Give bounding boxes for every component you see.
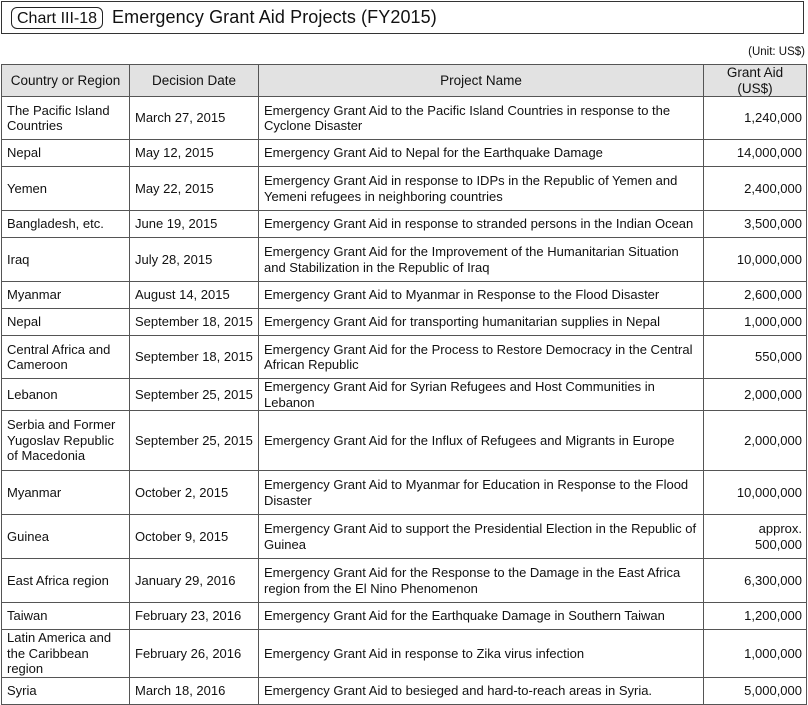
- table-row: [2, 630, 807, 678]
- table-row: [2, 471, 807, 515]
- cell-date: September 18, 2015: [130, 309, 259, 336]
- unit-label: (Unit: US$): [748, 46, 805, 58]
- cell-amount: 2,000,000: [704, 379, 807, 411]
- column-header-date: Decision Date: [130, 65, 259, 97]
- page-title: Emergency Grant Aid Projects (FY2015): [112, 7, 437, 27]
- cell-country: Latin America and the Caribbean region: [2, 630, 130, 678]
- cell-country: Syria: [2, 677, 130, 704]
- cell-amount: 10,000,000: [704, 238, 807, 282]
- cell-project: Emergency Grant Aid for transporting humanitarian supplies in Nepal: [259, 309, 704, 336]
- cell-amount: 10,000,000: [704, 471, 807, 515]
- cell-date: March 27, 2015: [130, 97, 259, 140]
- cell-amount: 5,000,000: [704, 677, 807, 704]
- cell-date: October 2, 2015: [130, 471, 259, 515]
- cell-country: Taiwan: [2, 603, 130, 630]
- cell-amount: 14,000,000: [704, 140, 807, 167]
- cell-country: Lebanon: [2, 379, 130, 411]
- table-row: [2, 603, 807, 630]
- cell-date: May 12, 2015: [130, 140, 259, 167]
- table-row: [2, 677, 807, 704]
- grant-aid-table: [1, 64, 807, 705]
- cell-country: Myanmar: [2, 282, 130, 309]
- cell-country: Bangladesh, etc.: [2, 211, 130, 238]
- cell-date: January 29, 2016: [130, 559, 259, 603]
- cell-amount: 3,500,000: [704, 211, 807, 238]
- cell-project: Emergency Grant Aid for Syrian Refugees and Host Communities in Lebanon: [259, 379, 704, 411]
- table-header-row: [2, 65, 807, 97]
- table-row: [2, 515, 807, 559]
- table-row: [2, 559, 807, 603]
- chart-tag: Chart III-18: [11, 7, 103, 29]
- cell-project: Emergency Grant Aid for the Improvement of the Humanitarian Situation and Stabilization in the Republic of Iraq: [259, 238, 704, 282]
- cell-date: June 19, 2015: [130, 211, 259, 238]
- column-header-project: Project Name: [259, 65, 704, 97]
- cell-date: July 28, 2015: [130, 238, 259, 282]
- cell-amount: 2,400,000: [704, 167, 807, 211]
- cell-amount: approx. 500,000: [704, 515, 807, 559]
- cell-project: Emergency Grant Aid in response to Zika virus infection: [259, 630, 704, 678]
- cell-date: May 22, 2015: [130, 167, 259, 211]
- table-row: [2, 411, 807, 471]
- cell-amount: 1,240,000: [704, 97, 807, 140]
- cell-date: September 25, 2015: [130, 411, 259, 471]
- table-row: [2, 211, 807, 238]
- table-row: [2, 379, 807, 411]
- cell-date: March 18, 2016: [130, 677, 259, 704]
- cell-country: Myanmar: [2, 471, 130, 515]
- table-row: [2, 140, 807, 167]
- cell-country: Serbia and Former Yugoslav Republic of Macedonia: [2, 411, 130, 471]
- cell-country: East Africa region: [2, 559, 130, 603]
- cell-amount: 2,600,000: [704, 282, 807, 309]
- column-header-country: Country or Region: [2, 65, 130, 97]
- cell-project: Emergency Grant Aid for the Process to Restore Democracy in the Central African Republic: [259, 336, 704, 379]
- cell-amount: 1,000,000: [704, 309, 807, 336]
- cell-project: Emergency Grant Aid to Myanmar for Education in Response to the Flood Disaster: [259, 471, 704, 515]
- table-row: [2, 167, 807, 211]
- cell-project: Emergency Grant Aid to besieged and hard-to-reach areas in Syria.: [259, 677, 704, 704]
- table-row: [2, 97, 807, 140]
- cell-project: Emergency Grant Aid to Myanmar in Response to the Flood Disaster: [259, 282, 704, 309]
- cell-project: Emergency Grant Aid for the Response to the Damage in the East Africa region from the El Nino Phenomenon: [259, 559, 704, 603]
- cell-amount: 6,300,000: [704, 559, 807, 603]
- cell-date: September 18, 2015: [130, 336, 259, 379]
- title-bar: [1, 1, 804, 34]
- cell-project: Emergency Grant Aid to support the Presidential Election in the Republic of Guinea: [259, 515, 704, 559]
- cell-date: August 14, 2015: [130, 282, 259, 309]
- cell-amount: 550,000: [704, 336, 807, 379]
- cell-date: February 23, 2016: [130, 603, 259, 630]
- cell-project: Emergency Grant Aid for the Influx of Refugees and Migrants in Europe: [259, 411, 704, 471]
- cell-project: Emergency Grant Aid in response to IDPs in the Republic of Yemen and Yemeni refugees in neighboring countries: [259, 167, 704, 211]
- cell-project: Emergency Grant Aid in response to stranded persons in the Indian Ocean: [259, 211, 704, 238]
- table-row: [2, 336, 807, 379]
- cell-date: February 26, 2016: [130, 630, 259, 678]
- cell-date: September 25, 2015: [130, 379, 259, 411]
- cell-country: Guinea: [2, 515, 130, 559]
- table-row: [2, 238, 807, 282]
- cell-project: Emergency Grant Aid for the Earthquake Damage in Southern Taiwan: [259, 603, 704, 630]
- table-row: [2, 309, 807, 336]
- cell-country: Central Africa and Cameroon: [2, 336, 130, 379]
- cell-country: The Pacific Island Countries: [2, 97, 130, 140]
- cell-country: Nepal: [2, 309, 130, 336]
- table-row: [2, 282, 807, 309]
- cell-country: Nepal: [2, 140, 130, 167]
- cell-amount: 1,000,000: [704, 630, 807, 678]
- cell-project: Emergency Grant Aid to the Pacific Island Countries in response to the Cyclone Disaster: [259, 97, 704, 140]
- cell-project: Emergency Grant Aid to Nepal for the Earthquake Damage: [259, 140, 704, 167]
- cell-country: Iraq: [2, 238, 130, 282]
- column-header-amount: Grant Aid (US$): [704, 65, 807, 97]
- cell-amount: 1,200,000: [704, 603, 807, 630]
- cell-country: Yemen: [2, 167, 130, 211]
- cell-date: October 9, 2015: [130, 515, 259, 559]
- cell-amount: 2,000,000: [704, 411, 807, 471]
